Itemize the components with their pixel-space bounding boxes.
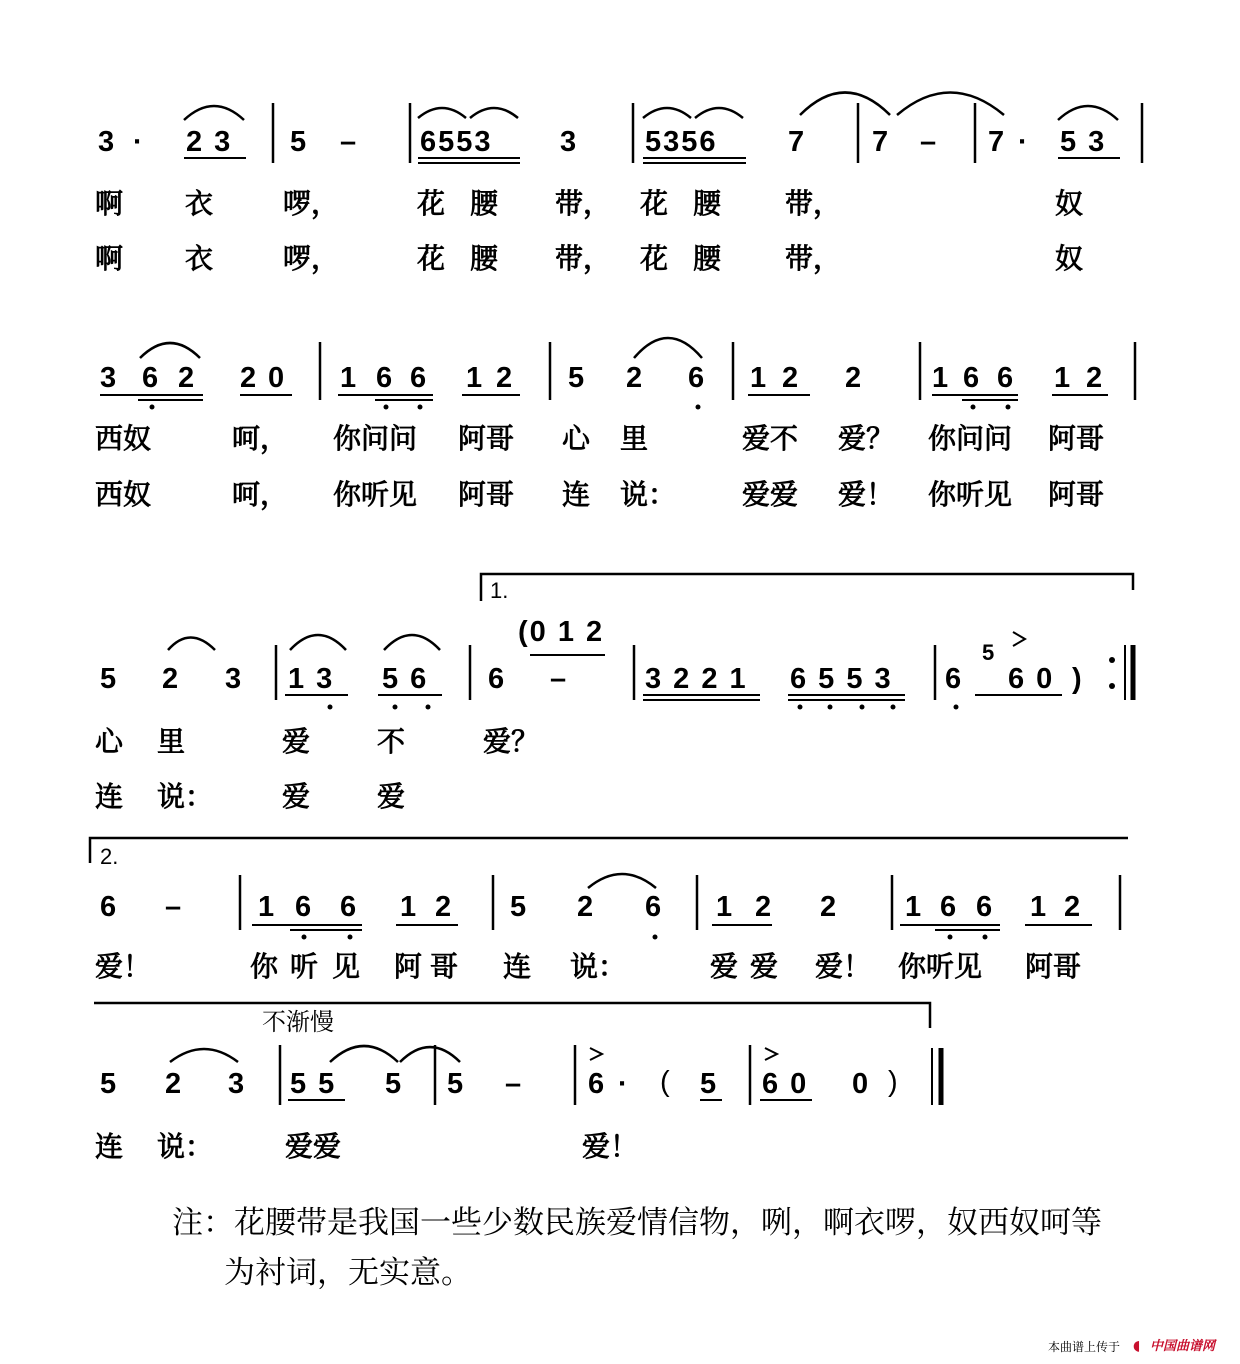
volta-label: 2. [100,844,119,869]
lyric: 呵， [232,478,289,511]
note: 1 [932,362,951,394]
lyric: 呵， [232,422,289,455]
note: 5 [290,126,309,158]
note: 2 [178,362,197,394]
lyric: 听 [290,950,319,983]
lyric: 爱爱 [742,478,799,511]
note: 1 [340,362,359,394]
note: ( [660,1066,672,1098]
lyric: 带， [555,187,612,220]
lyric: 你听见 [333,478,418,511]
lyric: 你听见 [928,478,1013,511]
note: 2 [577,891,596,923]
note: 6 [100,891,119,923]
note: 3 2 2 1 [645,663,748,695]
volta-label: 1. [490,578,509,603]
note-dash: – [550,663,569,695]
note: (0 1 2 [518,616,605,648]
lyric: 见 [332,950,361,983]
footnote-line-1: 注：花腰带是我国一些少数民族爱情信物，咧，啊衣啰，奴西奴呵等 [172,1205,1102,1241]
note: 1 3 [288,663,335,695]
note: 0 [852,1068,871,1100]
note: 2 [435,891,454,923]
note: 2 [240,362,259,394]
note: 5 [100,663,119,695]
lyric: 连 [562,478,591,511]
note-dot: · [1018,126,1030,158]
note-dash: – [920,126,939,158]
lyric: 腰 [470,187,499,220]
lyric: 爱爱 [285,1130,342,1163]
note: 6 [295,891,314,923]
lyric: 连 [95,1130,124,1163]
note: 6 0 [1008,663,1055,695]
note: 5356 [645,126,718,158]
note: 1 [1030,891,1049,923]
note: 2 [165,1068,184,1100]
note: 7 [872,126,891,158]
note: 3 [228,1068,247,1100]
note: 1 [258,891,277,923]
footnote-line-2: 为衬词，无实意。 [224,1255,472,1291]
lyric: 说： [620,478,677,511]
note-dash: – [165,891,184,923]
lyric: 爱！ [838,478,895,511]
lyric: 说： [157,1130,214,1163]
note: 7 [988,126,1007,158]
lyric: 带， [785,242,842,275]
note: 5 6 [382,663,429,695]
lyric: 连 [95,780,124,813]
lyric: 爱 [282,725,311,758]
note: 1 [400,891,419,923]
note: 1 [750,362,769,394]
lyric: 你 [250,950,279,983]
note: 6 [376,362,395,394]
lyric: 带， [555,242,612,275]
lyric: 啊 [95,242,124,275]
lyric: 爱！ [582,1130,639,1163]
note: 2 [755,891,774,923]
note: 2 [820,891,839,923]
lyric: 带， [785,187,842,220]
note: 6 [410,362,429,394]
upload-credit: 本曲谱上传于 [1048,1340,1121,1354]
note: 6 [340,891,359,923]
note-dash: – [505,1068,524,1100]
lyric: 衣 [185,242,214,275]
note: 6 [645,891,664,923]
site-logo-icon: ◖ [1133,1338,1141,1354]
note: ) [888,1066,900,1098]
lyric: 爱不 [742,422,799,455]
note: 3 [98,126,117,158]
note: 6553 [420,126,493,158]
note: 2 [782,362,801,394]
note: 6 [940,891,959,923]
note: 3 [100,362,119,394]
lyric: 不 [377,725,406,758]
lyric: 里 [620,422,649,455]
lyric: 爱？ [483,725,540,758]
note: 7 [788,126,807,158]
lyric: 阿哥 [1048,422,1105,455]
lyric: 哥 [430,950,459,983]
lyric: 花 [417,187,446,220]
note: 5 5 [290,1068,337,1100]
lyric: 阿哥 [1025,950,1082,983]
lyric: 奴 [1055,187,1084,220]
lyric: 心 [562,422,591,455]
lyric: 啰， [283,187,340,220]
grace-note: 5 [982,640,995,665]
lyric: 阿哥 [458,478,515,511]
note: 5 [568,362,587,394]
note: 6 5 5 3 [790,663,893,695]
note: 5 [100,1068,119,1100]
tempo-marking: 不渐慢 [262,1008,334,1036]
note: 5 [700,1068,719,1100]
note: 6 [976,891,995,923]
note: 6 0 [762,1068,809,1100]
note: 2 [626,362,645,394]
lyric: 花 [417,242,446,275]
lyric: 腰 [693,242,722,275]
note: ) [1072,663,1084,695]
note: 6 [588,1068,607,1100]
note: 5 [385,1068,404,1100]
note: 0 [268,362,287,394]
note-dash: – [340,126,359,158]
lyric: 说： [157,780,214,813]
site-name: 中国曲谱网 [1150,1339,1216,1354]
note: 1 [716,891,735,923]
lyric: 你问问 [928,422,1013,455]
lyric: 你听见 [898,950,983,983]
lyric: 爱？ [838,422,895,455]
note: 5 [510,891,529,923]
note: 6 [142,362,161,394]
lyric: 爱 [750,950,779,983]
note: 2 [1086,362,1105,394]
lyric: 你问问 [333,422,418,455]
lyric: 阿哥 [1048,478,1105,511]
note: 5 3 [1060,126,1107,158]
lyric: 爱 [377,780,406,813]
note: 2 [162,663,181,695]
lyric: 说： [570,950,627,983]
lyric: 啊 [95,187,124,220]
lyric: 爱 [282,780,311,813]
note: 2 [1064,891,1083,923]
note: 1 [905,891,924,923]
lyric: 奴 [1055,242,1084,275]
lyric: 爱 [710,950,739,983]
lyric: 连 [503,950,532,983]
note: 2 3 [186,126,233,158]
note: 5 [447,1068,466,1100]
lyric: 西奴 [95,478,152,511]
note: 6 [963,362,982,394]
lyric: 花 [640,242,669,275]
note: 2 [496,362,515,394]
lyric: 腰 [693,187,722,220]
note-dot: · [618,1068,630,1100]
lyric: 里 [157,725,186,758]
lyric: 爱！ [95,950,152,983]
lyric: 心 [95,725,124,758]
note: 6 [997,362,1016,394]
note: 6 [488,663,507,695]
lyric: 衣 [185,187,214,220]
lyric: 花 [640,187,669,220]
note: 3 [560,126,579,158]
lyric: 爱！ [815,950,872,983]
note: 6 [688,362,707,394]
lyric: 阿 [394,950,423,983]
note: 2 [845,362,864,394]
lyric: 西奴 [95,422,152,455]
lyric: 啰， [283,242,340,275]
lyric: 阿哥 [458,422,515,455]
note: 6 [945,663,964,695]
note: 1 [466,362,485,394]
note: 3 [225,663,244,695]
note: 1 [1054,362,1073,394]
note-dot: · [133,126,145,158]
lyric: 腰 [470,242,499,275]
